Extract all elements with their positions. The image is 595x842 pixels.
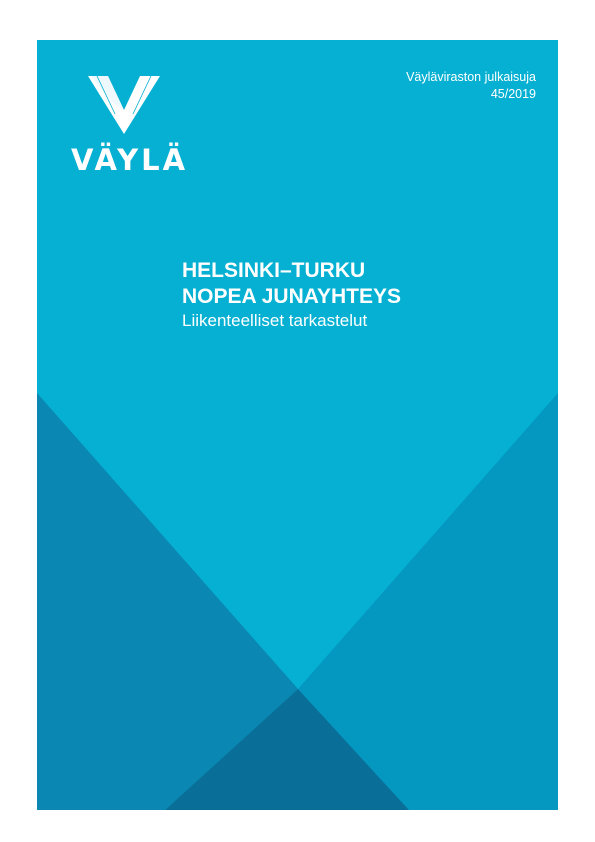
title-line-2: NOPEA JUNAYHTEYS: [182, 285, 402, 308]
brand-wordmark: VÄYLÄ: [71, 143, 189, 177]
subtitle: Liikenteelliset tarkastelut: [182, 311, 368, 330]
vayla-v-logo-icon: [88, 76, 160, 138]
title-line-1: HELSINKI–TURKU: [182, 259, 366, 282]
series-number: 45/2019: [490, 87, 536, 101]
series-name: Väyläviraston julkaisuja: [406, 70, 536, 84]
title-block: [182, 258, 522, 332]
cover: [37, 40, 558, 810]
publication-series: [316, 69, 536, 103]
